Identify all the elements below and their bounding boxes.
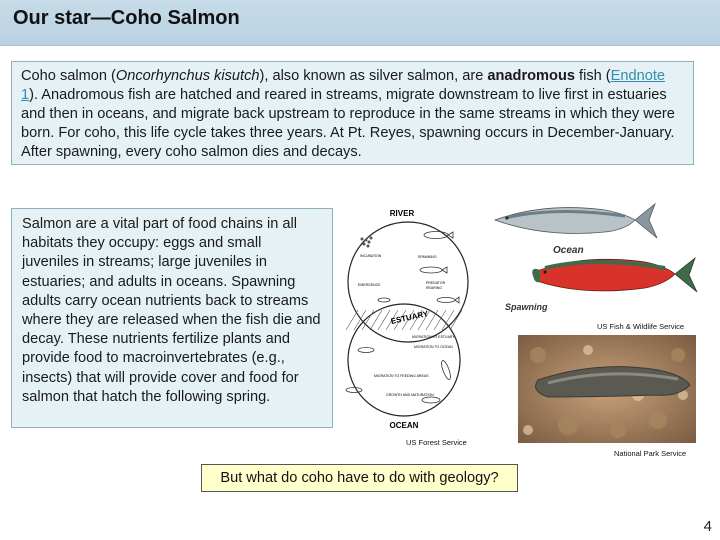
intro-text-2: ), also known as silver salmon, are <box>259 68 488 84</box>
incubation-label: INCUBATION <box>360 254 382 258</box>
intro-text-box <box>11 61 694 165</box>
ocean-label: OCEAN <box>389 421 419 430</box>
growth-label: GROWTH AND MATURATION <box>386 393 434 397</box>
salmon-illustration <box>485 198 705 320</box>
food-chain-text: Salmon are a vital part of food chains in all habitats they occupy: eggs and small juveniles in streams; large juveniles in estuaries; and adults in oceans. Spawning adults carry ocean nutrients back to streams where they are released when the fish die and decay. These nutrients fertilize plants and provide food to macroinvertebrates (e.g., insects) that will provide cover and food for salmon that hatch the following spring. <box>22 216 321 405</box>
endnote-link[interactable]: Endnote 1 <box>21 68 666 103</box>
page-number: 4 <box>703 518 712 535</box>
intro-text-4: ). Anadromous fish are hatched and reared in streams, migrate downstream to live first in estuaries and then in oceans, and migrate back upstream to reproduce in the same streams in which they were born. For coho, this life cycle takes three years. At Pt. Reyes, spawning occurs in December-January. After spawning, every coho salmon dies and decays. <box>21 87 675 160</box>
ocean-fish-label: Ocean <box>553 245 584 256</box>
spawning-label: SPAWNING <box>418 255 437 259</box>
spawning-salmon <box>532 258 697 292</box>
food-chain-text-box <box>11 208 333 428</box>
title-bar <box>0 0 720 46</box>
migration-feeding-label: MIGRATION TO FEEDING AREAS <box>374 374 429 378</box>
salmon-stream-photo <box>518 335 696 443</box>
ocean-salmon <box>495 204 657 238</box>
intro-text-1: Coho salmon ( <box>21 68 116 84</box>
migration-ocean-label: MIGRATION TO OCEAN <box>414 345 453 349</box>
migration-estuary-label: MIGRATION TO ESTUARY <box>412 335 455 339</box>
intro-text-3: fish ( <box>574 68 611 84</box>
river-label: RIVER <box>389 209 415 218</box>
predator-label: PREDATOR <box>426 281 446 285</box>
estuary-label: ESTUARY <box>389 309 429 326</box>
forest-service-credit: US Forest Service <box>406 438 467 447</box>
rearing-label: REARING <box>426 286 442 290</box>
geology-question-box: But what do coho have to do with geology? <box>201 464 518 492</box>
nps-credit: National Park Service <box>614 449 687 458</box>
life-cycle-diagram <box>336 200 486 435</box>
emergence-label: EMERGENCE <box>358 283 381 287</box>
fws-credit: US Fish & Wildlife Service <box>597 322 685 331</box>
scientific-name: Oncorhynchus kisutch <box>115 68 260 84</box>
slide-title: Our star—Coho Salmon <box>13 7 240 29</box>
spawning-fish-label: Spawning <box>505 302 548 312</box>
anadromous-term: anadromous <box>487 68 575 84</box>
